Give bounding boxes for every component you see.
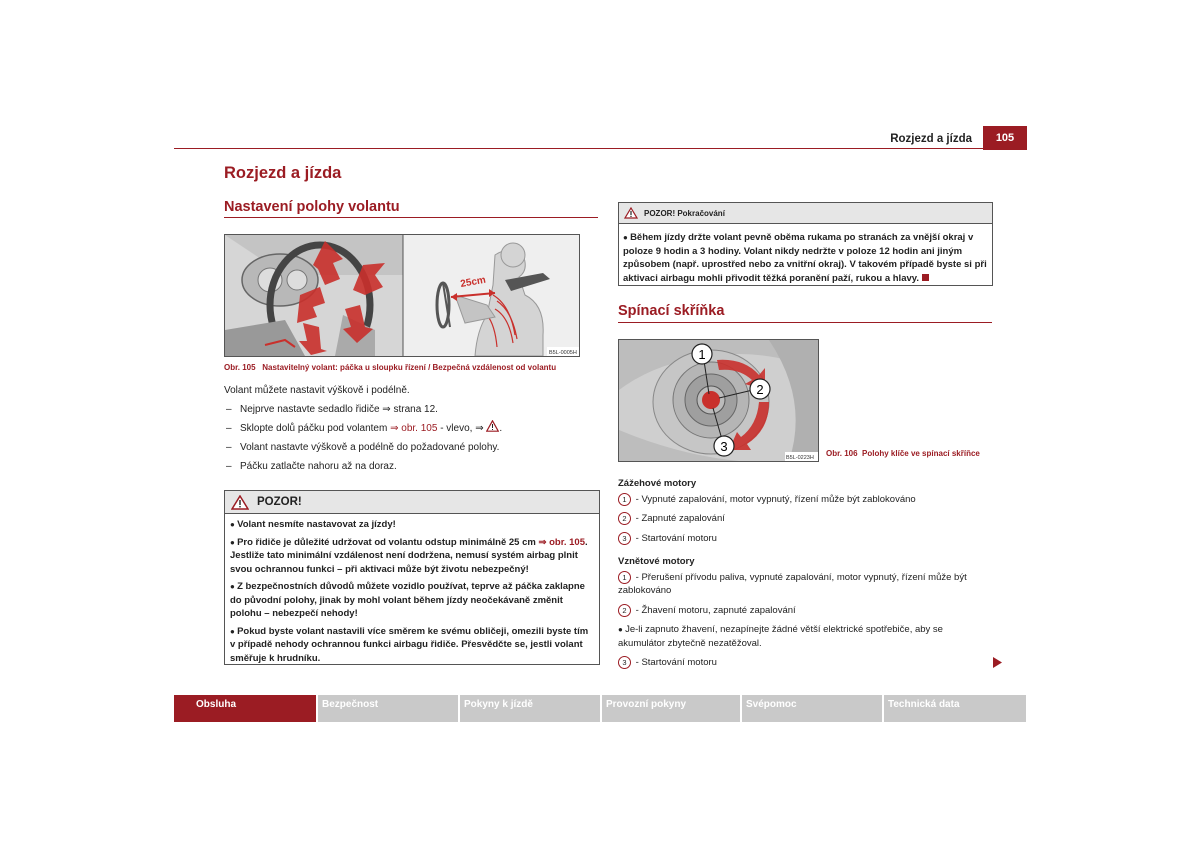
figure-105-illustration: [225, 235, 579, 356]
caption-text: Polohy klíče ve spínací skříňce: [862, 449, 980, 458]
caption-number: Obr. 105: [224, 363, 256, 372]
figure-106-illustration: [619, 340, 818, 461]
petrol-heading: Zážehové motory: [618, 478, 697, 489]
running-header-title: Rozjezd a jízda: [890, 133, 972, 145]
ignition-positions: [618, 477, 992, 670]
warning-continued-box: [618, 202, 993, 286]
caption-number: Obr. 106: [826, 449, 858, 458]
diesel-item-3: [618, 656, 992, 670]
petrol-item-1-text: - Vypnuté zapalování, motor vypnutý, řízení může být zablokováno: [633, 493, 916, 505]
figure-code: B5L-0005H: [549, 350, 577, 356]
warning-item-2-cont: . Jestliže tato minimální vzdálenost není dodržena, nemusí systém airbag plnit svou ochrannou funkci – při aktivaci může být životu nebezpečný!: [230, 536, 588, 575]
figure-link[interactable]: ⇒ obr. 105: [538, 536, 585, 548]
figure-105: [224, 234, 580, 357]
section-rule: [618, 322, 992, 323]
distance-label: 25cm: [459, 274, 487, 290]
tab-pokyny-k-jizde[interactable]: Pokyny k jízdě: [460, 695, 600, 722]
number-marker: 2: [618, 512, 631, 525]
diesel-note: ● Je-li zapnuto žhavení, nezapínejte žádné větší elektrické spotřebiče, aby se akumulátor zbytečně nezatěžoval.: [618, 623, 992, 650]
number-marker: 3: [618, 656, 631, 669]
number-marker: 3: [618, 532, 631, 545]
tab-provozni-pokyny[interactable]: Provozní pokyny: [602, 695, 740, 722]
warning-item-4: ● Pokud byste volant nastavili více směrem ke svému obličeji, omezili byste tím v případě nehody ochrannou funkci airbagu řidiče. Přesvědčte se, jestli volant směřuje k hrudníku.: [230, 625, 594, 666]
diesel-item-3-text: - Startování motoru: [633, 657, 717, 668]
chapter-title: Rozjezd a jízda: [224, 164, 342, 182]
step-1: – Nejprve nastavte sedadlo řidiče ⇒ strana 12.: [224, 400, 598, 419]
tab-technicka-data[interactable]: Technická data: [884, 695, 1026, 722]
marker-2: 2: [756, 382, 764, 397]
petrol-item-2: [618, 512, 992, 526]
warning-continued-header: [619, 203, 992, 224]
warning-triangle-icon[interactable]: [486, 420, 499, 432]
warning-content: [225, 514, 599, 673]
figure-link[interactable]: ⇒ obr. 105: [390, 423, 438, 434]
warning-continued-text: [623, 231, 988, 285]
step-3: – Volant nastavte výškově a podélně do požadované polohy.: [224, 438, 598, 457]
warning-continued-content: [619, 224, 992, 285]
petrol-item-3-text: - Startování motoru: [633, 532, 717, 544]
step-2: [224, 419, 598, 438]
petrol-item-1: [618, 493, 992, 507]
tab-svepomoc[interactable]: Svépomoc: [742, 695, 882, 722]
step-4: – Páčku zatlačte nahoru až na doraz.: [224, 457, 598, 476]
figure-106-caption: [826, 449, 996, 458]
warning-title: POZOR!: [257, 496, 302, 508]
warning-continued-sentence: Během jízdy držte volant pevně oběma rukama po stranách za vnější okraj v poloze 9 hodin a 3 hodiny. Volant nikdy nedržte v poloze 12 hodin ani jiným způsobem (např. uprostřed nebo za vnitřní okraj). V takovém případě byste si při aktivaci airbagu mohli přivodit těžká poranění paží, rukou a hlavy.: [623, 232, 987, 284]
step-2-text-cont: - vlevo, ⇒: [437, 423, 487, 434]
diesel-item-1: [618, 571, 992, 598]
figure-code: B5L-0223H: [786, 455, 814, 461]
warning-header: [225, 491, 599, 514]
warning-triangle-icon: [231, 495, 249, 510]
petrol-item-2-text: - Zapnuté zapalování: [633, 513, 725, 524]
header-rule: [174, 148, 1026, 149]
intro-text: Volant můžete nastavit výškově i podélně.: [224, 385, 410, 396]
warning-box: [224, 490, 600, 665]
tab-bezpecnost[interactable]: Bezpečnost: [318, 695, 458, 722]
continue-arrow-icon: [993, 657, 1002, 668]
number-marker: 1: [618, 493, 631, 506]
section-heading-steering: Nastavení polohy volantu: [224, 199, 400, 215]
step-2-text: Sklopte dolů páčku pod volantem: [240, 423, 391, 434]
page-number: 105: [983, 126, 1027, 150]
step-2-end: .: [499, 423, 503, 434]
diesel-item-2: [618, 604, 992, 618]
warning-item-3: ● Z bezpečnostních důvodů můžete vozidlo používat, teprve až páčka zaklapne do původní polohy, jinak by mohl volant během jízdy neočekávaně změnit polohu – nebezpečí nehody!: [230, 580, 594, 621]
marker-1: 1: [698, 347, 706, 362]
figure-105-caption: [224, 363, 598, 372]
warning-item-1: ● Volant nesmíte nastavovat za jízdy!: [230, 518, 594, 532]
warning-item-2: [230, 536, 594, 577]
tab-obsluha[interactable]: Obsluha: [174, 695, 316, 722]
diesel-heading: Vznětové motory: [618, 556, 695, 567]
diesel-item-2-text: - Žhavení motoru, zapnuté zapalování: [633, 604, 796, 616]
steering-instructions: [224, 381, 598, 476]
petrol-item-3: [618, 532, 992, 546]
number-marker: 2: [618, 604, 631, 617]
warning-continued-title: POZOR! Pokračování: [644, 208, 725, 218]
warning-triangle-icon: [624, 207, 638, 219]
marker-3: 3: [720, 439, 728, 454]
section-rule: [224, 217, 598, 218]
section-heading-ignition: Spínací skříňka: [618, 303, 725, 319]
end-marker-icon: [922, 274, 929, 281]
diesel-item-1-text: - Přerušení přívodu paliva, vypnuté zapalování, motor vypnutý, řízení může být zablokováno: [618, 571, 967, 596]
warning-item-2-text: Pro řidiče je důležité udržovat od volantu odstup minimálně 25 cm: [237, 536, 539, 548]
number-marker: 1: [618, 571, 631, 584]
figure-106: [618, 339, 819, 462]
caption-text: Nastavitelný volant: páčka u sloupku řízení / Bezpečná vzdálenost od volantu: [262, 363, 557, 372]
